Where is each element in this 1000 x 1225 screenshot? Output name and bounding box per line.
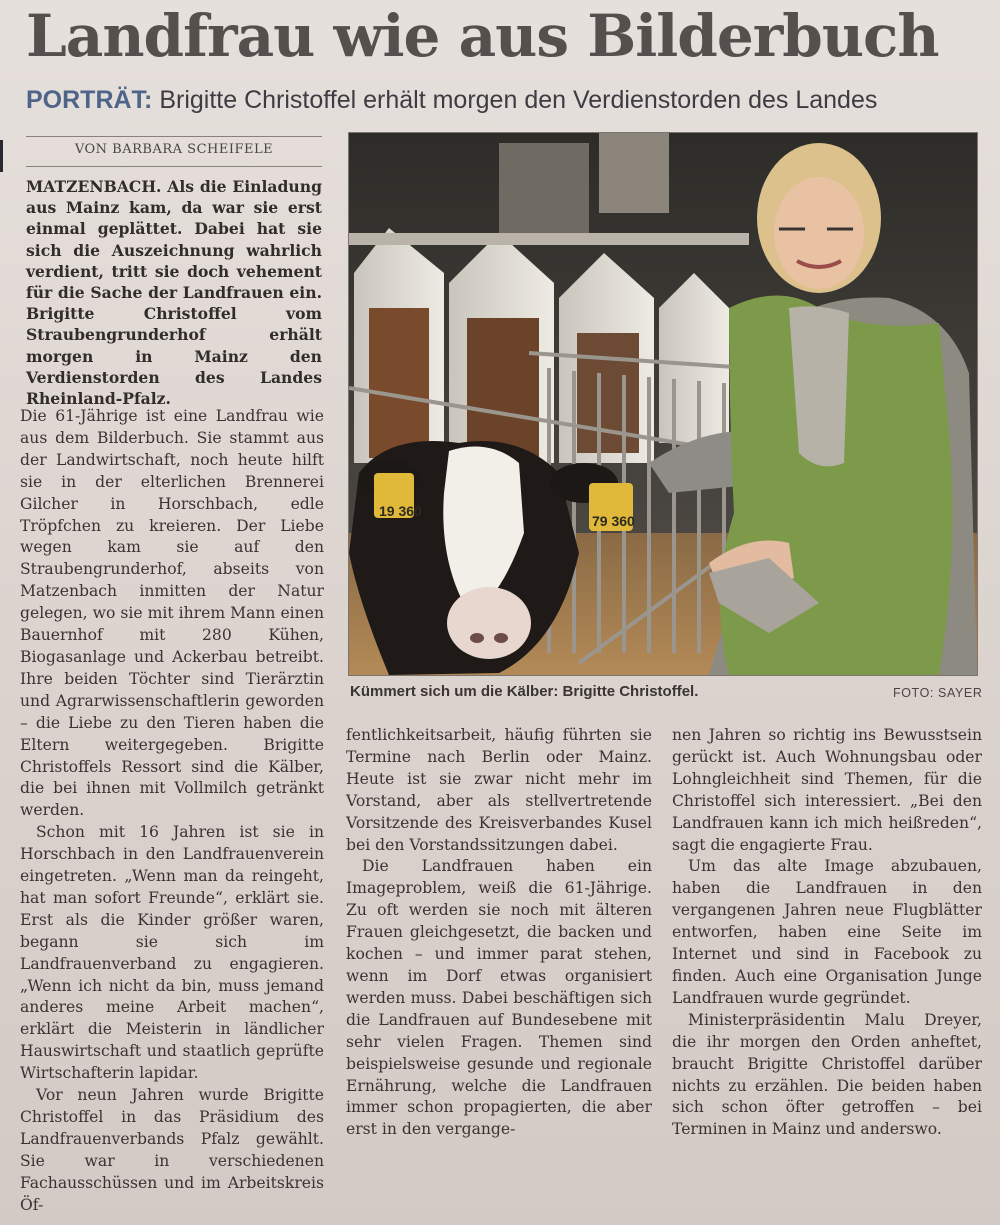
paragraph: Ministerpräsidentin Malu Dreyer, die ihr morgen den Orden anheftet, braucht Brigitte Christoffel darüber nichts zu erzählen. Die beiden haben sich schon öfter getroffen – bei Terminen in Mainz und anderswo. <box>672 1010 982 1139</box>
subheadline-text: Brigitte Christoffel erhält morgen den Verdienstorden des Landes <box>152 86 878 114</box>
paragraph: fentlichkeitsarbeit, häufig führten sie Termine nach Berlin oder Mainz. Heute ist sie zwar nicht mehr im Vorstand, aber als stellvertretende Vorsitzende des Kreisverbandes Kusel bei den Vorstandssitzungen dabei. <box>346 726 652 854</box>
paragraph: nen Jahren so richtig ins Bewusstsein gerückt ist. Auch Wohnungsbau oder Lohngleichheit sind Themen, für die Christoffel sich interessiert. „Bei den Landfrauen kann ich mich heißreden“, sagt die engagierte Frau. <box>672 726 982 854</box>
subheadline <box>26 86 877 115</box>
lead-paragraph: MATZENBACH. Als die Einladung aus Mainz kam, da war sie erst einmal geplättet. Dabei hat sie sich die Auszeichnung wahrlich verdient, tritt sie doch vehement für die Sache der Landfrauen ein. Brigitte Christoffel vom Straubengrunderhof erhält morgen in Mainz den Verdienstorden des Landes Rheinland-Pfalz. <box>26 177 322 409</box>
ear-tag-left: 19 360 <box>379 503 422 519</box>
article-photo <box>348 132 978 676</box>
paragraph: Vor neun Jahren wurde Brigitte Christoffel in das Präsidium des Landfrauenverbands Pfalz gewählt. Sie war in verschiedenen Fachausschüssen und im Arbeitskreis Öf- <box>20 1086 324 1214</box>
paragraph: Die Landfrauen haben ein Imageproblem, weiß die 61-Jährige. Zu oft werden sie noch mit älteren Frauen gleichgesetzt, die backen und kochen – und immer parat stehen, wenn im Dorf etwas organisiert werden muss. Dabei beschäftigen sich die Landfrauen auf Bundesebene mit sehr vielen Fragen. Themen sind beispielsweise gesunde und regionale Ernährung, welche die Landfrauen immer schon propagierten, die aber erst in den vergange- <box>346 857 652 1139</box>
paragraph: Um das alte Image abzubauen, haben die Landfrauen in den vergangenen Jahren neue Flugblätter entworfen, haben eine Seite im Internet und sind in Facebook zu finden. Auch eine Organisation Junge Landfrauen wurde gegründet. <box>672 857 982 1007</box>
margin-marker <box>0 140 3 172</box>
byline: VON BARBARA SCHEIFELE <box>74 142 274 157</box>
text-column-1 <box>20 406 324 1217</box>
photo-illustration <box>349 133 977 675</box>
byline-rule-top <box>26 136 322 137</box>
photo-credit: FOTO: SAYER <box>893 686 983 700</box>
text-column-2 <box>346 725 652 1141</box>
paragraph: Schon mit 16 Jahren ist sie in Horschbach in den Landfrauenverein eingetreten. „Wenn man da reingeht, hat man sofort Freunde“, erklärt sie. Erst als die Kinder größer waren, begann sie sich im Landfrauenverband zu engagieren. „Wenn ich nicht da bin, muss jemand anderes meine Arbeit machen“, erklärt die Meisterin in ländlicher Hauswirtschaft und staatlich geprüfte Wirtschafterin lapidar. <box>20 823 324 1083</box>
ear-tag-right: 79 360 <box>592 513 635 529</box>
paragraph: Die 61-Jährige ist eine Landfrau wie aus dem Bilderbuch. Sie stammt aus der Landwirtschaft, noch heute hilft sie in der elterlichen Brennerei Gilcher in Horschbach, edle Tröpfchen zu kreieren. Der Liebe wegen kam sie auf den Straubengrunderhof, abseits von Matzenbach inmitten der Natur gelegen, wo sie mit ihrem Mann einen Bauernhof mit 280 Kühen, Biogasanlage und Ackerbau betreibt. Ihre beiden Töchter sind Tierärztin und Agrarwissenschaftlerin geworden – die Liebe zu den Tieren haben die Eltern weitergegeben. Brigitte Christoffels Ressort sind die Kälber, die bei ihnen mit Vollmilch getränkt werden. <box>20 407 324 820</box>
headline: Landfrau wie aus Bilderbuch <box>26 2 939 70</box>
text-column-3 <box>672 725 982 1141</box>
byline-rule-bottom <box>26 166 322 167</box>
photo-caption: Kümmert sich um die Kälber: Brigitte Christoffel. <box>350 683 699 700</box>
subheadline-kicker: PORTRÄT: <box>26 86 153 114</box>
